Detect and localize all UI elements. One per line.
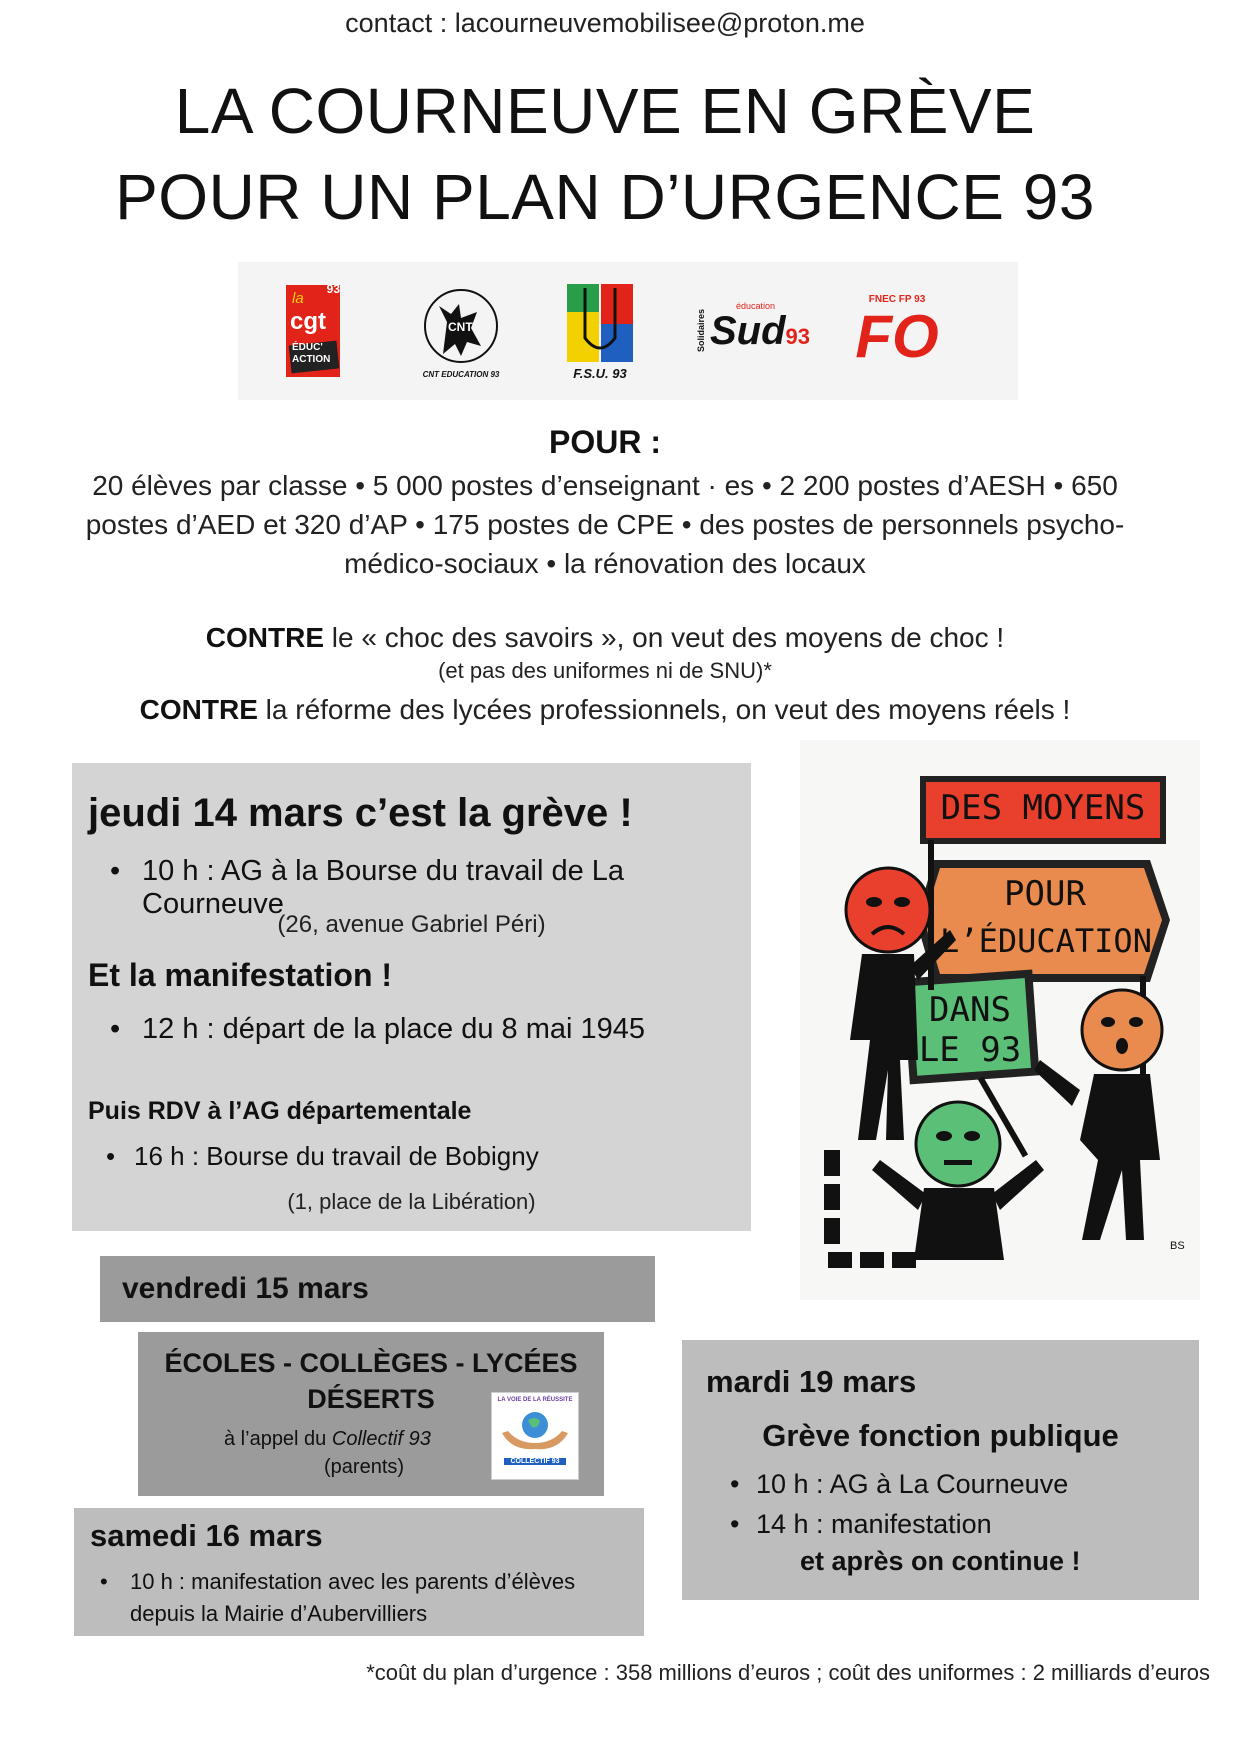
manif-heading: Et la manifestation ! [88, 957, 393, 993]
fo-top: FNEC FP 93 [868, 293, 926, 305]
vendredi-header-box [100, 1256, 655, 1322]
vendredi-line-1: ÉCOLES - COLLÈGES - LYCÉES [164, 1348, 578, 1378]
samedi-box [74, 1508, 644, 1636]
fsu-caption: F.S.U. 93 [573, 365, 627, 381]
contre-line-2 [0, 694, 1210, 726]
mardi-item-1: 10 h : AG à La Courneuve [756, 1469, 1069, 1499]
poster-sign-3b: LE 93 [918, 1030, 1022, 1070]
jeudi-item-1-sub: (26, avenue Gabriel Péri) [277, 911, 546, 938]
list-item [730, 1504, 1180, 1544]
mardi-item-2: 14 h : manifestation [756, 1509, 992, 1539]
fsu-mark [565, 282, 635, 366]
vendredi-line-2: DÉSERTS [307, 1384, 435, 1414]
bullet-icon: • [110, 1013, 121, 1045]
cnt-logo [416, 276, 506, 386]
vendredi-heading: vendredi 15 mars [122, 1272, 369, 1305]
footer-note: *coût du plan d’urgence : 358 millions d’euros ; coût des uniformes : 2 milliards d’euros [366, 1660, 1210, 1685]
fo-logo [852, 276, 942, 386]
cgt-sub1: ÉDUC' [292, 342, 323, 353]
list-item [100, 1566, 620, 1630]
poster-illustration [800, 740, 1200, 1300]
bullet-icon: • [106, 1141, 116, 1171]
vendredi-box [138, 1332, 604, 1496]
contact-line: contact : lacourneuvemobilisee@proton.me [345, 8, 865, 38]
contre-2-bold: CONTRE [139, 694, 258, 725]
fo-name: FO [855, 302, 939, 370]
cgt-name: cgt [290, 308, 326, 335]
collectif-logo-bottom: COLLECTIF 93 [504, 1458, 566, 1465]
bullet-icon: • [100, 1569, 108, 1594]
poster-sign-2a: POUR [1004, 874, 1086, 914]
jeudi-heading: jeudi 14 mars c’est la grève ! [88, 791, 633, 835]
collectif-logo-top: LA VOIE DE LA RÉUSSITE [497, 1397, 573, 1403]
jeudi-item-1: 10 h : AG à la Bourse du travail de La Courneuve [142, 855, 625, 920]
hands-globe-icon [492, 1403, 578, 1453]
sud-num: 93 [785, 323, 811, 349]
cgt-top: 93 [326, 282, 340, 296]
jeudi-item-3: 16 h : Bourse du travail de Bobigny [134, 1141, 539, 1171]
jeudi-item-3-sub: (1, place de la Libération) [287, 1189, 536, 1214]
jeudi-list-2 [110, 1013, 750, 1046]
mardi-closing: et après on continue ! [800, 1546, 1081, 1576]
poster-sign-1: DES MOYENS [940, 788, 1146, 828]
cnt-name: CNT [448, 320, 473, 334]
cnt-caption: CNT EDUCATION 93 [422, 369, 500, 379]
collectif-93-logo [491, 1392, 579, 1480]
samedi-heading: samedi 16 mars [90, 1518, 323, 1553]
bullet-icon: • [110, 855, 121, 887]
samedi-list [100, 1566, 620, 1630]
appel-prefix: à l’appel du [224, 1428, 332, 1450]
jeudi-item-2: 12 h : départ de la place du 8 mai 1945 [142, 1013, 646, 1045]
contre-1-text: le « choc des savoirs », on veut des moyens de choc ! [324, 622, 1005, 653]
cgt-small: la [292, 290, 304, 307]
list-item [110, 1013, 750, 1046]
sud-side: Solidaires [695, 309, 706, 353]
bullet-icon: • [730, 1469, 740, 1499]
contre-1-bold: CONTRE [205, 622, 325, 653]
vendredi-appel [224, 1428, 431, 1451]
jeudi-box [72, 763, 751, 1231]
appel-collectif: Collectif 93 [331, 1428, 431, 1450]
contre-2-text: la réforme des lycées professionnels, on veut des moyens réels ! [257, 694, 1071, 725]
list-item [106, 1141, 746, 1172]
mardi-list [730, 1464, 1180, 1544]
mardi-heading: mardi 19 mars [706, 1364, 917, 1399]
page-title-line1: LA COURNEUVE EN GRÈVE [174, 75, 1036, 147]
page-title-line2: POUR UN PLAN D’URGENCE 93 [115, 161, 1095, 233]
pour-text: 20 élèves par classe • 5 000 postes d’enseignant · es • 2 200 postes d’AESH • 650 postes d’AED et 320 d’AP • 175 postes de CPE • des postes de personnels psycho-médico-sociaux • la rénovation des locaux [85, 470, 1125, 579]
contre-line-1 [0, 622, 1210, 654]
jeudi-list-3 [106, 1141, 746, 1172]
union-logos-strip [238, 262, 1018, 400]
list-item [730, 1464, 1180, 1504]
poster-sign-2b: L’ÉDUCATION [940, 922, 1152, 960]
rdv-heading: Puis RDV à l’AG départementale [88, 1097, 472, 1125]
fsu-logo [560, 276, 640, 386]
sud-logo [688, 276, 818, 386]
samedi-item: 10 h : manifestation avec les parents d’élèves depuis la Mairie d’Aubervilliers [130, 1569, 576, 1626]
sud-top: éducation [735, 300, 776, 311]
contre-note: (et pas des uniformes ni de SNU)* [438, 658, 772, 683]
poster-sign-3a: DANS [929, 990, 1011, 1030]
cgt-logo [278, 276, 348, 386]
sud-name: Sud [709, 308, 786, 353]
bullet-icon: • [730, 1509, 740, 1539]
poster-signature: BS [1170, 1240, 1185, 1252]
vendredi-parents: (parents) [324, 1456, 405, 1478]
mardi-sub: Grève fonction publique [762, 1418, 1119, 1453]
pour-heading: POUR : [549, 424, 661, 460]
mardi-box [682, 1340, 1199, 1600]
cgt-sub2: ACTION [292, 354, 331, 365]
